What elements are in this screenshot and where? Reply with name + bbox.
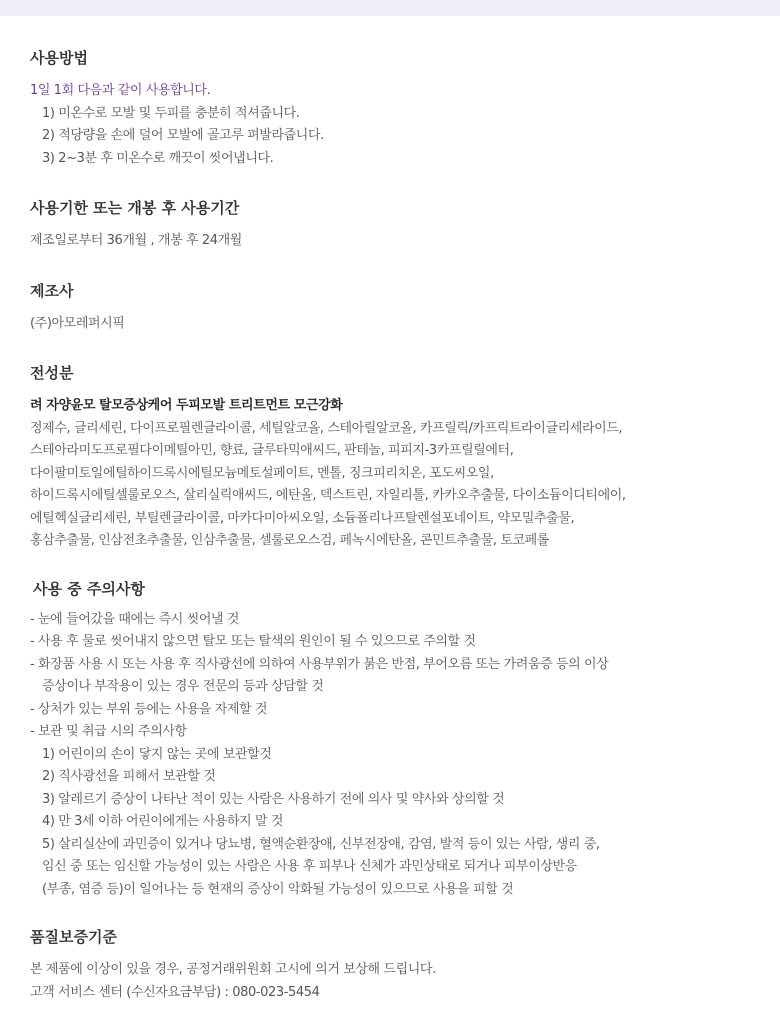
shelf-life-text: 제조일로부터 36개월 , 개봉 후 24개월 — [30, 233, 242, 248]
top-bar — [0, 0, 780, 16]
ingredients-line: 스테아라미도프로필다이메틸아민, 향료, 글루타믹애씨드, 판테놀, 피피지-3카프릴릴에터, — [30, 443, 514, 458]
ingredients-line: 하이드록시에틸셀룰로오스, 살리실릭애씨드, 에탄올, 덱스트린, 자일리톨, 카카오추출물, 다이소듐이디티에이, — [30, 488, 626, 503]
shelf-life-section — [30, 198, 760, 253]
usage-section — [30, 48, 760, 170]
usage-title: 사용방법 — [30, 49, 88, 67]
ingredients-title: 전성분 — [30, 364, 74, 382]
manufacturer-section — [30, 281, 760, 336]
usage-intro: 1일 1회 다음과 같이 사용합니다. — [30, 83, 211, 98]
caution-line: - 사용 후 물로 씻어내지 않으면 탈모 또는 탈색의 원인이 될 수 있으므로 주의할 것 — [30, 634, 476, 649]
caution-title: 사용 중 주의사항 — [33, 579, 145, 598]
quality-section — [30, 927, 760, 1004]
quality-title: 품질보증기준 — [30, 928, 117, 946]
manufacturer-text: (주)아모레퍼시픽 — [30, 315, 125, 331]
ingredients-line: 다이팔미토일에틸하이드록시에틸모늄메토설페이트, 멘톨, 징크피리치온, 포도씨오일, — [30, 465, 494, 481]
caution-line: - 상처가 있는 부위 등에는 사용을 자제할 것 — [30, 701, 268, 717]
shelf-life-title: 사용기한 또는 개봉 후 사용기간 — [30, 199, 240, 217]
caution-section — [30, 579, 760, 902]
caution-line: (부종, 염증 등)이 일어나는 등 현재의 증상이 악화될 가능성이 있으므로 사용을 피할 것 — [42, 881, 514, 897]
ingredients-product-name: 려 자양윤모 탈모증상케어 두피모발 트리트먼트 모근강화 — [30, 398, 343, 413]
caution-line: - 눈에 들어갔을 때에는 즉시 씻어낼 것 — [30, 611, 240, 627]
manufacturer-title: 제조사 — [30, 281, 74, 300]
usage-step: 3) 2~3분 후 미온수로 깨끗이 씻어냅니다. — [42, 150, 274, 166]
ingredients-line: 홍삼추출물, 인삼전초추출물, 인삼추출물, 셀룰로오스검, 페녹시에탄올, 콘민트추출물, 토코페롤 — [30, 533, 549, 548]
caution-line: 2) 직사광선을 피해서 보관할 것 — [42, 769, 216, 784]
ingredients-line: 에틸헥실글리세린, 부틸렌글라이콜, 마카다미아씨오일, 소듐폴리나프탈렌설포네이트, 약모밀추출물, — [30, 510, 575, 526]
caution-line: 3) 알레르기 증상이 나타난 적이 있는 사람은 사용하기 전에 의사 및 약사와 상의할 것 — [42, 791, 505, 807]
caution-line: 임신 중 또는 임신할 가능성이 있는 사람은 사용 후 피부나 신체가 과민상태로 되거나 피부이상반응 — [42, 859, 577, 874]
caution-line: 4) 만 3세 이하 어린이에게는 사용하지 말 것 — [42, 814, 284, 829]
product-info-content — [30, 48, 760, 1030]
usage-step: 1) 미온수로 모발 및 두피를 충분히 적셔줍니다. — [42, 105, 300, 121]
ingredients-line: 정제수, 글리세린, 다이프로필렌글라이콜, 세틸알코올, 스테아릴알코올, 카프릴릭/카프릭트라이글리세라이드, — [30, 420, 623, 436]
caution-line: 5) 살리실산에 과민증이 있거나 당뇨병, 혈액순환장애, 신부전장애, 감염, 발적 등이 있는 사람, 생리 중, — [42, 836, 600, 852]
ingredients-section — [30, 363, 760, 553]
customer-service-line: 고객 서비스 센터 (수신자요금부담) : 080-023-5454 — [30, 984, 320, 1000]
quality-line: 본 제품에 이상이 있을 경우, 공정거래위원회 고시에 의거 보상해 드립니다. — [30, 962, 436, 977]
usage-step: 2) 적당량을 손에 덜어 모발에 골고루 펴발라줍니다. — [42, 128, 324, 143]
caution-line: - 보관 및 취급 시의 주의사항 — [30, 724, 187, 739]
caution-line: 증상이나 부작용이 있는 경우 전문의 등과 상담할 것 — [42, 679, 324, 694]
caution-line: - 화장품 사용 시 또는 사용 후 직사광선에 의하여 사용부위가 붉은 반점, 부어오름 또는 가려움증 등의 이상 — [30, 656, 609, 672]
caution-line: 1) 어린이의 손이 닿지 않는 곳에 보관할것 — [42, 746, 272, 762]
